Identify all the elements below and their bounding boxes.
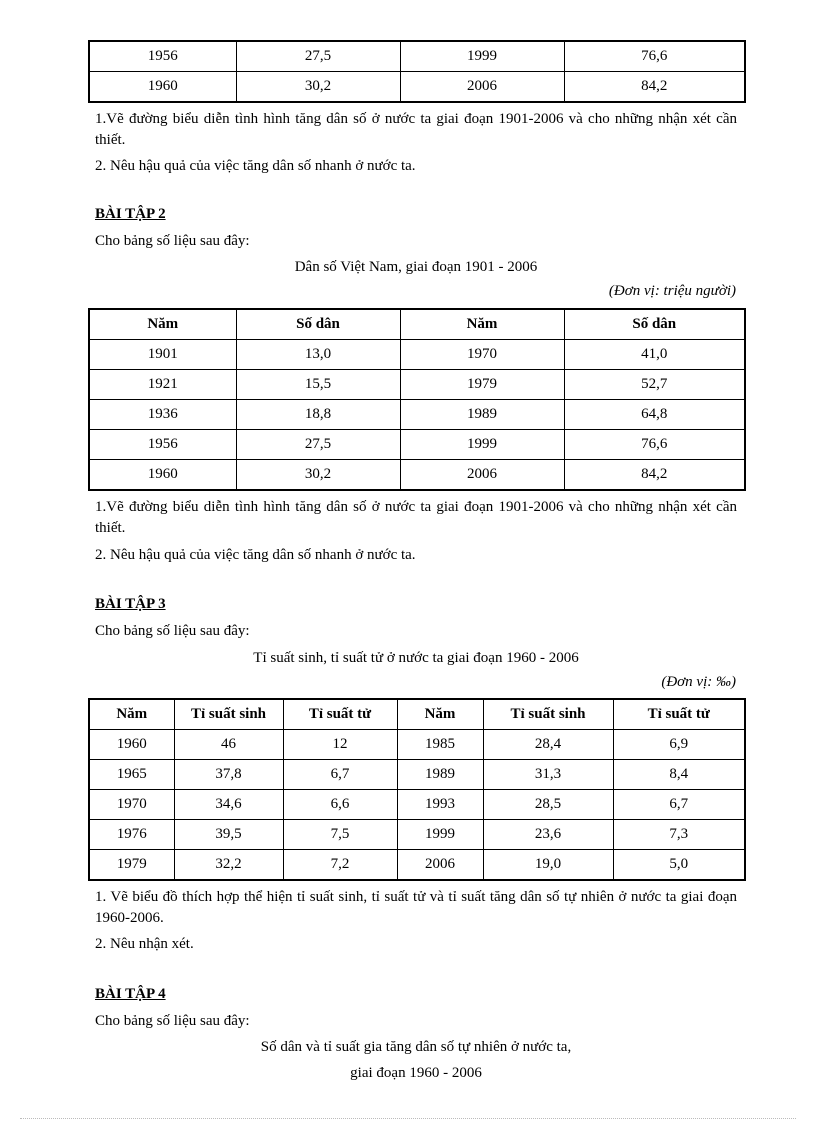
table-cell: 7,2 bbox=[283, 850, 397, 881]
table-cell: 1970 bbox=[89, 790, 174, 820]
table-row bbox=[89, 820, 745, 850]
table-cell: 39,5 bbox=[174, 820, 283, 850]
table-row bbox=[89, 850, 745, 881]
table-cell: 34,6 bbox=[174, 790, 283, 820]
table-cell: 2006 bbox=[400, 460, 564, 491]
exercise-3-intro: Cho bảng số liệu sau đây: bbox=[95, 623, 250, 639]
table-cell: 1956 bbox=[89, 41, 236, 72]
table-header-row bbox=[89, 699, 745, 730]
table-cell: 1901 bbox=[89, 340, 236, 370]
table-cell: 1936 bbox=[89, 400, 236, 430]
table-cell: 32,2 bbox=[174, 850, 283, 881]
table-cell: 84,2 bbox=[564, 460, 745, 491]
table-cell: 31,3 bbox=[483, 760, 613, 790]
table-cell: 18,8 bbox=[236, 400, 400, 430]
table-cell: 1999 bbox=[400, 430, 564, 460]
table-header-cell: Năm bbox=[397, 699, 483, 730]
table-cell: 46 bbox=[174, 730, 283, 760]
table-cell: 1979 bbox=[400, 370, 564, 400]
table-cell: 30,2 bbox=[236, 72, 400, 103]
table-cell: 1960 bbox=[89, 730, 174, 760]
exercise-3-table bbox=[88, 698, 746, 881]
table-cell: 84,2 bbox=[564, 72, 745, 103]
table-cell: 1999 bbox=[400, 41, 564, 72]
table-cell: 27,5 bbox=[236, 430, 400, 460]
table-header-cell: Số dân bbox=[564, 309, 745, 340]
exercise-2-question-2: 2. Nêu hậu quả của việc tăng dân số nhanh ở nước ta. bbox=[95, 547, 416, 563]
table-header-cell: Năm bbox=[89, 699, 174, 730]
table-cell: 27,5 bbox=[236, 41, 400, 72]
table-cell: 28,4 bbox=[483, 730, 613, 760]
top-population-table bbox=[88, 40, 746, 103]
table-cell: 76,6 bbox=[564, 41, 745, 72]
top-question-2: 2. Nêu hậu quả của việc tăng dân số nhanh ở nước ta. bbox=[95, 158, 416, 174]
table-cell: 41,0 bbox=[564, 340, 745, 370]
table-cell: 76,6 bbox=[564, 430, 745, 460]
exercise-2-table bbox=[88, 308, 746, 491]
exercise-4-title-line-2: giai đoạn 1960 - 2006 bbox=[350, 1065, 482, 1081]
table-cell: 23,6 bbox=[483, 820, 613, 850]
table-cell: 6,7 bbox=[283, 760, 397, 790]
table-cell: 1985 bbox=[397, 730, 483, 760]
table-cell: 6,7 bbox=[613, 790, 745, 820]
table-cell: 1956 bbox=[89, 430, 236, 460]
table-cell: 1999 bbox=[397, 820, 483, 850]
exercise-2-heading: BÀI TẬP 2 bbox=[95, 206, 166, 222]
table-cell: 1989 bbox=[400, 400, 564, 430]
table-cell: 5,0 bbox=[613, 850, 745, 881]
table-cell: 30,2 bbox=[236, 460, 400, 491]
table-header-cell: Số dân bbox=[236, 309, 400, 340]
table-cell: 15,5 bbox=[236, 370, 400, 400]
table-cell: 1976 bbox=[89, 820, 174, 850]
table-row bbox=[89, 790, 745, 820]
exercise-4-intro: Cho bảng số liệu sau đây: bbox=[95, 1013, 250, 1029]
table-row bbox=[89, 760, 745, 790]
exercise-4-heading: BÀI TẬP 4 bbox=[95, 986, 166, 1002]
table-cell: 64,8 bbox=[564, 400, 745, 430]
table-cell: 8,4 bbox=[613, 760, 745, 790]
exercise-3-unit: (Đơn vị: ‰) bbox=[661, 674, 736, 690]
table-row bbox=[89, 400, 745, 430]
table-cell: 1921 bbox=[89, 370, 236, 400]
exercise-2-question-1: 1.Vẽ đường biểu diễn tình hình tăng dân số ở nước ta giai đoạn 1901-2006 và cho những nhận xét cần thiết. bbox=[95, 499, 737, 536]
table-cell: 1989 bbox=[397, 760, 483, 790]
table-row bbox=[89, 340, 745, 370]
table-row bbox=[89, 370, 745, 400]
table-header-cell: Tỉ suất sinh bbox=[483, 699, 613, 730]
table-cell: 12 bbox=[283, 730, 397, 760]
exercise-4-title-line-1: Số dân và tỉ suất gia tăng dân số tự nhiên ở nước ta, bbox=[260, 1039, 572, 1055]
table-header-cell: Tỉ suất tử bbox=[283, 699, 397, 730]
table-cell: 1960 bbox=[89, 72, 236, 103]
exercise-2-intro: Cho bảng số liệu sau đây: bbox=[95, 233, 250, 249]
table-cell: 6,6 bbox=[283, 790, 397, 820]
table-cell: 1960 bbox=[89, 460, 236, 491]
page-bottom-dotted-border bbox=[20, 1118, 796, 1119]
table-row bbox=[89, 430, 745, 460]
exercise-2-table-title: Dân số Việt Nam, giai đoạn 1901 - 2006 bbox=[294, 259, 538, 275]
table-row bbox=[89, 41, 745, 72]
table-cell: 1979 bbox=[89, 850, 174, 881]
exercise-3-heading: BÀI TẬP 3 bbox=[95, 596, 166, 612]
exercise-3-table-title: Tỉ suất sinh, tỉ suất tử ở nước ta giai đoạn 1960 - 2006 bbox=[253, 650, 579, 666]
table-row bbox=[89, 72, 745, 103]
table-cell: 1970 bbox=[400, 340, 564, 370]
table-cell: 1965 bbox=[89, 760, 174, 790]
table-cell: 2006 bbox=[397, 850, 483, 881]
table-header-cell: Năm bbox=[89, 309, 236, 340]
table-cell: 28,5 bbox=[483, 790, 613, 820]
table-row bbox=[89, 460, 745, 491]
table-cell: 7,3 bbox=[613, 820, 745, 850]
table-header-cell: Năm bbox=[400, 309, 564, 340]
table-header-cell: Tỉ suất tử bbox=[613, 699, 745, 730]
table-header-cell: Tỉ suất sinh bbox=[174, 699, 283, 730]
table-cell: 6,9 bbox=[613, 730, 745, 760]
exercise-2-unit: (Đơn vị: triệu người) bbox=[608, 283, 736, 299]
table-cell: 1993 bbox=[397, 790, 483, 820]
table-header-row bbox=[89, 309, 745, 340]
table-cell: 19,0 bbox=[483, 850, 613, 881]
table-cell: 2006 bbox=[400, 72, 564, 103]
table-cell: 37,8 bbox=[174, 760, 283, 790]
table-cell: 13,0 bbox=[236, 340, 400, 370]
top-question-1: 1.Vẽ đường biểu diễn tình hình tăng dân số ở nước ta giai đoạn 1901-2006 và cho những nhận xét cần thiết. bbox=[95, 111, 737, 148]
table-cell: 52,7 bbox=[564, 370, 745, 400]
exercise-3-question-1: 1. Vẽ biểu đồ thích hợp thể hiện tỉ suất sinh, tỉ suất tử và tỉ suất tăng dân số tự nhiên ở nước ta giai đoạn 1960-2006. bbox=[95, 889, 737, 926]
exercise-3-question-2: 2. Nêu nhận xét. bbox=[95, 936, 194, 952]
table-row bbox=[89, 730, 745, 760]
table-cell: 7,5 bbox=[283, 820, 397, 850]
